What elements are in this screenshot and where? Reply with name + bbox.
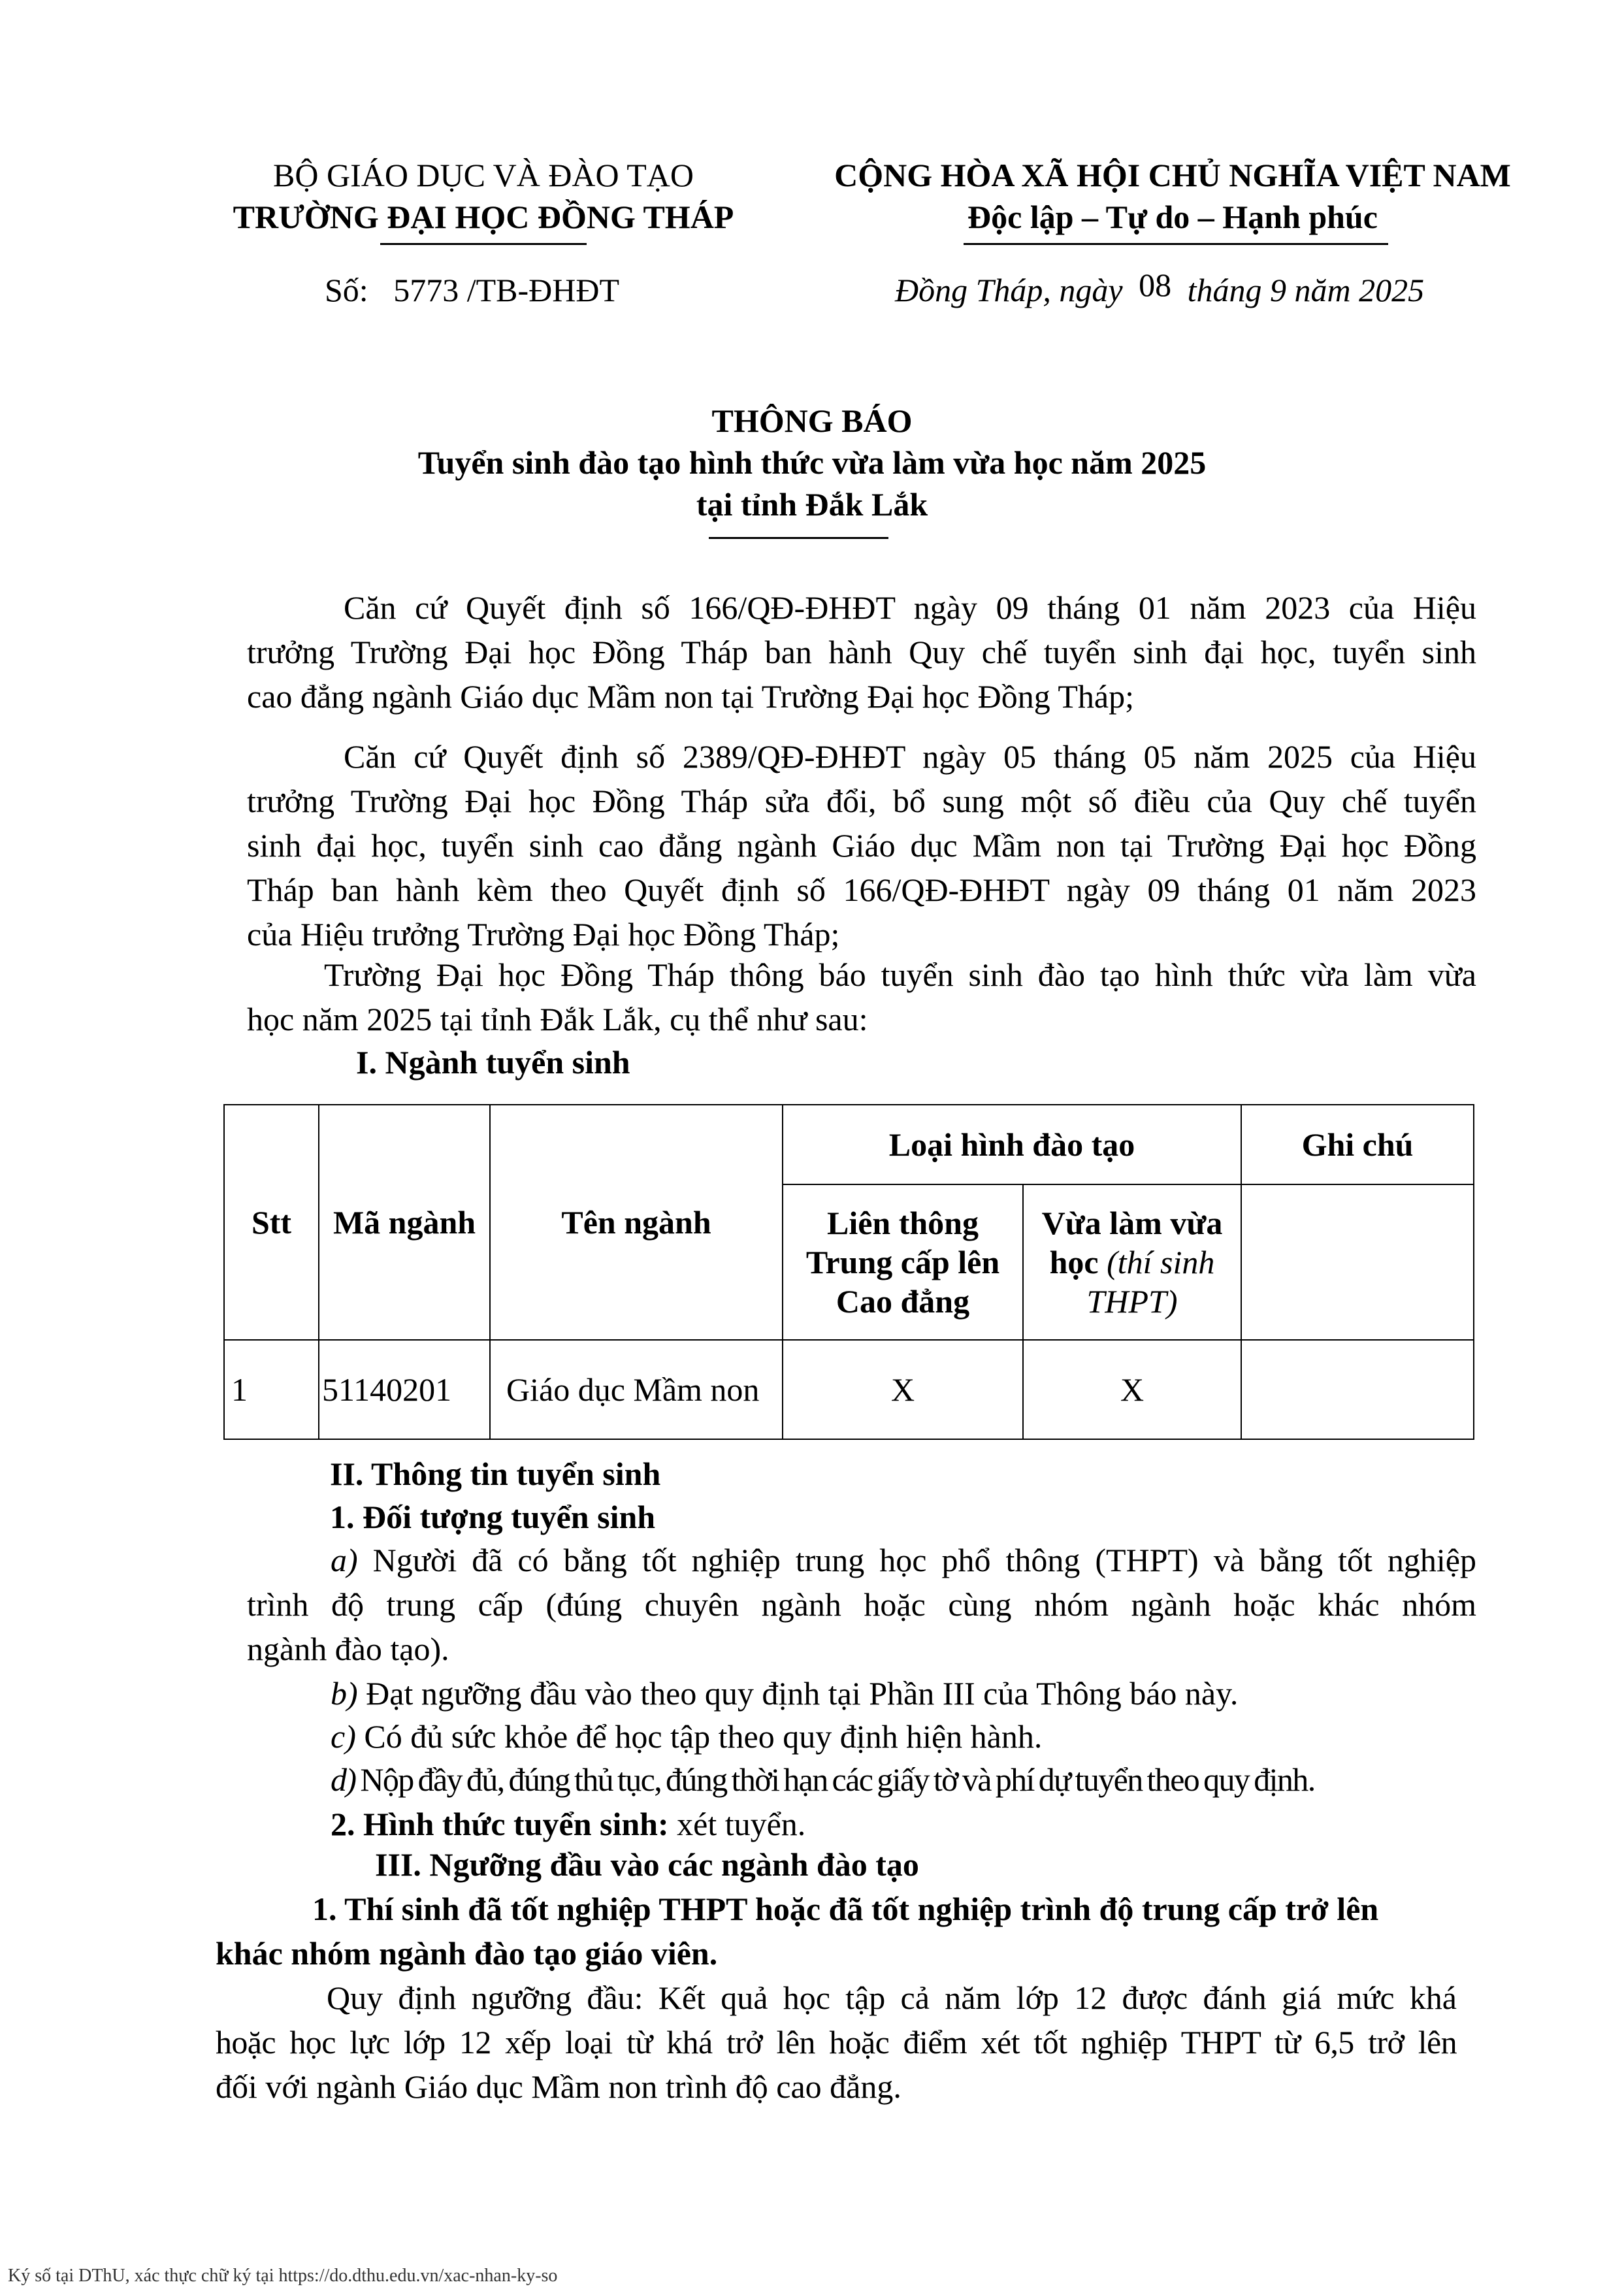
threshold-rule <box>216 1976 1457 2109</box>
threshold-line-3: đối với ngành Giáo dục Mầm non trình độ cao đẳng. <box>216 2068 901 2105</box>
criterion-c-text: Có đủ sức khỏe để học tập theo quy định hiện hành. <box>364 1718 1043 1755</box>
criterion-d-label: d) <box>331 1761 356 1798</box>
national-motto: Độc lập – Tự do – Hạnh phúc <box>967 199 1378 235</box>
majors-table <box>223 1104 1474 1440</box>
row-name: Giáo dục Mầm non <box>490 1340 783 1439</box>
vlvh-line-1: Vừa làm vừa <box>1041 1205 1223 1241</box>
vlvh-line-2-bold: học <box>1049 1244 1099 1280</box>
row-code: 51140201 <box>319 1340 490 1439</box>
title-underline <box>709 537 888 539</box>
document-subtitle-line1: Tuyển sinh đào tạo hình thức vừa làm vừa học năm 2025 <box>417 444 1207 481</box>
digital-signature-footer: Ký số tại DThU, xác thực chữ ký tại https://do.dthu.edu.vn/xac-nhan-ky-so <box>8 2266 558 2286</box>
left-header-underline <box>380 243 587 245</box>
section-2-heading: II. Thông tin tuyển sinh <box>330 1456 661 1492</box>
preamble-paragraph-3 <box>247 952 1476 1041</box>
country-name: CỘNG HÒA XÃ HỘI CHỦ NGHĨA VIỆT NAM <box>834 157 1511 193</box>
criterion-c <box>331 1714 1042 1759</box>
document-title: THÔNG BÁO <box>711 402 913 439</box>
section-2-sub2-heading: 2. Hình thức tuyển sinh: <box>331 1806 669 1842</box>
criterion-c-label: c) <box>331 1718 356 1755</box>
p3-line-1: Trường Đại học Đồng Tháp thông báo tuyển sinh đào tạo hình thức vừa làm vừa <box>324 956 1476 993</box>
lt-line-1: Liên thông <box>826 1205 979 1241</box>
criterion-b-label: b) <box>331 1675 358 1712</box>
p1-line-2: trưởng Trường Đại học Đồng Tháp ban hành Quy chế tuyển sinh đại học, tuyển sinh <box>247 634 1476 670</box>
document-date <box>895 269 1424 311</box>
col-note-header: Ghi chú <box>1241 1105 1474 1184</box>
p1-line-3: cao đẳng ngành Giáo dục Mầm non tại Trường Đại học Đồng Tháp; <box>247 678 1134 715</box>
criterion-a <box>247 1538 1476 1671</box>
preamble-paragraph-1 <box>247 585 1476 719</box>
section-2-sub1-heading: 1. Đối tượng tuyển sinh <box>330 1499 656 1535</box>
p2-line-4: Tháp ban hành kèm theo Quyết định số 166/QĐ-ĐHĐT ngày 09 tháng 01 năm 2023 <box>247 871 1476 908</box>
section-3-heading: III. Ngưỡng đầu vào các ngành đào tạo <box>375 1846 919 1883</box>
p2-line-1: Căn cứ Quyết định số 2389/QĐ-ĐHĐT ngày 05 tháng 05 năm 2025 của Hiệu <box>344 738 1476 775</box>
col-stt-header: Stt <box>224 1105 319 1340</box>
col-vlvh-header <box>1023 1184 1241 1340</box>
criterion-d-text: Nộp đầy đủ, đúng thủ tục, đúng thời hạn các giấy tờ và phí dự tuyển theo quy định. <box>360 1761 1315 1798</box>
preamble-paragraph-2 <box>247 734 1476 956</box>
section-3-sub1-line-1: 1. Thí sinh đã tốt nghiệp THPT hoặc đã tốt nghiệp trình độ trung cấp trở lên <box>312 1891 1379 1927</box>
criterion-a-label: a) <box>331 1542 358 1578</box>
p2-line-2: trưởng Trường Đại học Đồng Tháp sửa đổi, bổ sung một số điều của Quy chế tuyển <box>247 783 1476 819</box>
university-name: TRƯỜNG ĐẠI HỌC ĐỒNG THÁP <box>233 199 734 235</box>
document-subtitle-line2: tại tỉnh Đắk Lắk <box>696 486 928 523</box>
row-stt: 1 <box>224 1340 319 1439</box>
section-1-heading: I. Ngành tuyển sinh <box>356 1044 630 1081</box>
col-code-header: Mã ngành <box>319 1105 490 1340</box>
number-value: 5773 /TB-ĐHĐT <box>393 272 620 308</box>
p2-line-5: của Hiệu trưởng Trường Đại học Đồng Tháp; <box>247 916 840 952</box>
p3-line-2: học năm 2025 tại tỉnh Đắk Lắk, cụ thể như sau: <box>247 1001 868 1037</box>
col-name-header: Tên ngành <box>490 1105 783 1340</box>
col-lienthong-header <box>783 1184 1023 1340</box>
date-day: 08 <box>1139 267 1172 303</box>
row-note <box>1241 1340 1474 1439</box>
vlvh-line-2-italic: (thí sinh <box>1107 1244 1215 1280</box>
criterion-a-line-3: ngành đào tạo). <box>247 1631 449 1667</box>
criterion-a-line-2: trình độ trung cấp (đúng chuyên ngành hoặc cùng nhóm ngành hoặc khác nhóm <box>247 1586 1476 1623</box>
threshold-line-1: Quy định ngưỡng đầu: Kết quả học tập cả năm lớp 12 được đánh giá mức khá <box>327 1979 1457 2016</box>
criterion-a-line-1: Người đã có bằng tốt nghiệp trung học phổ thông (THPT) và bằng tốt nghiệp <box>372 1542 1476 1578</box>
col-type-header: Loại hình đào tạo <box>783 1105 1241 1184</box>
ministry-name: BỘ GIÁO DỤC VÀ ĐÀO TẠO <box>273 157 694 193</box>
section-3-sub1-line-2: khác nhóm ngành đào tạo giáo viên. <box>216 1935 718 1972</box>
vlvh-line-3: THPT) <box>1086 1283 1178 1320</box>
p1-line-1: Căn cứ Quyết định số 166/QĐ-ĐHĐT ngày 09 tháng 01 năm 2023 của Hiệu <box>344 589 1476 626</box>
date-suffix: tháng 9 năm 2025 <box>1187 272 1425 308</box>
col-note-subheader <box>1241 1184 1474 1340</box>
table-row <box>224 1340 1474 1439</box>
lt-line-3: Cao đẳng <box>836 1283 970 1320</box>
section-3-sub1 <box>216 1887 1445 1976</box>
number-label: Số: <box>325 272 368 308</box>
criterion-b <box>331 1671 1238 1716</box>
criterion-b-text: Đạt ngưỡng đầu vào theo quy định tại Phần III của Thông báo này. <box>366 1675 1239 1712</box>
section-2-sub2 <box>331 1802 805 1846</box>
criterion-d <box>331 1757 1315 1802</box>
document-number <box>325 269 619 311</box>
date-prefix: Đồng Tháp, ngày <box>895 272 1123 308</box>
threshold-line-2: hoặc học lực lớp 12 xếp loại từ khá trở lên hoặc điểm xét tốt nghiệp THPT từ 6,5 trở lên <box>216 2024 1457 2060</box>
row-vlvh: X <box>1023 1340 1241 1439</box>
right-header-underline <box>964 243 1388 245</box>
section-2-sub2-text: xét tuyển. <box>677 1806 806 1842</box>
p2-line-3: sinh đại học, tuyển sinh cao đẳng ngành Giáo dục Mầm non tại Trường Đại học Đồng <box>247 827 1476 864</box>
table-header-row-1 <box>224 1105 1474 1184</box>
row-lienthong: X <box>783 1340 1023 1439</box>
lt-line-2: Trung cấp lên <box>805 1244 1000 1280</box>
